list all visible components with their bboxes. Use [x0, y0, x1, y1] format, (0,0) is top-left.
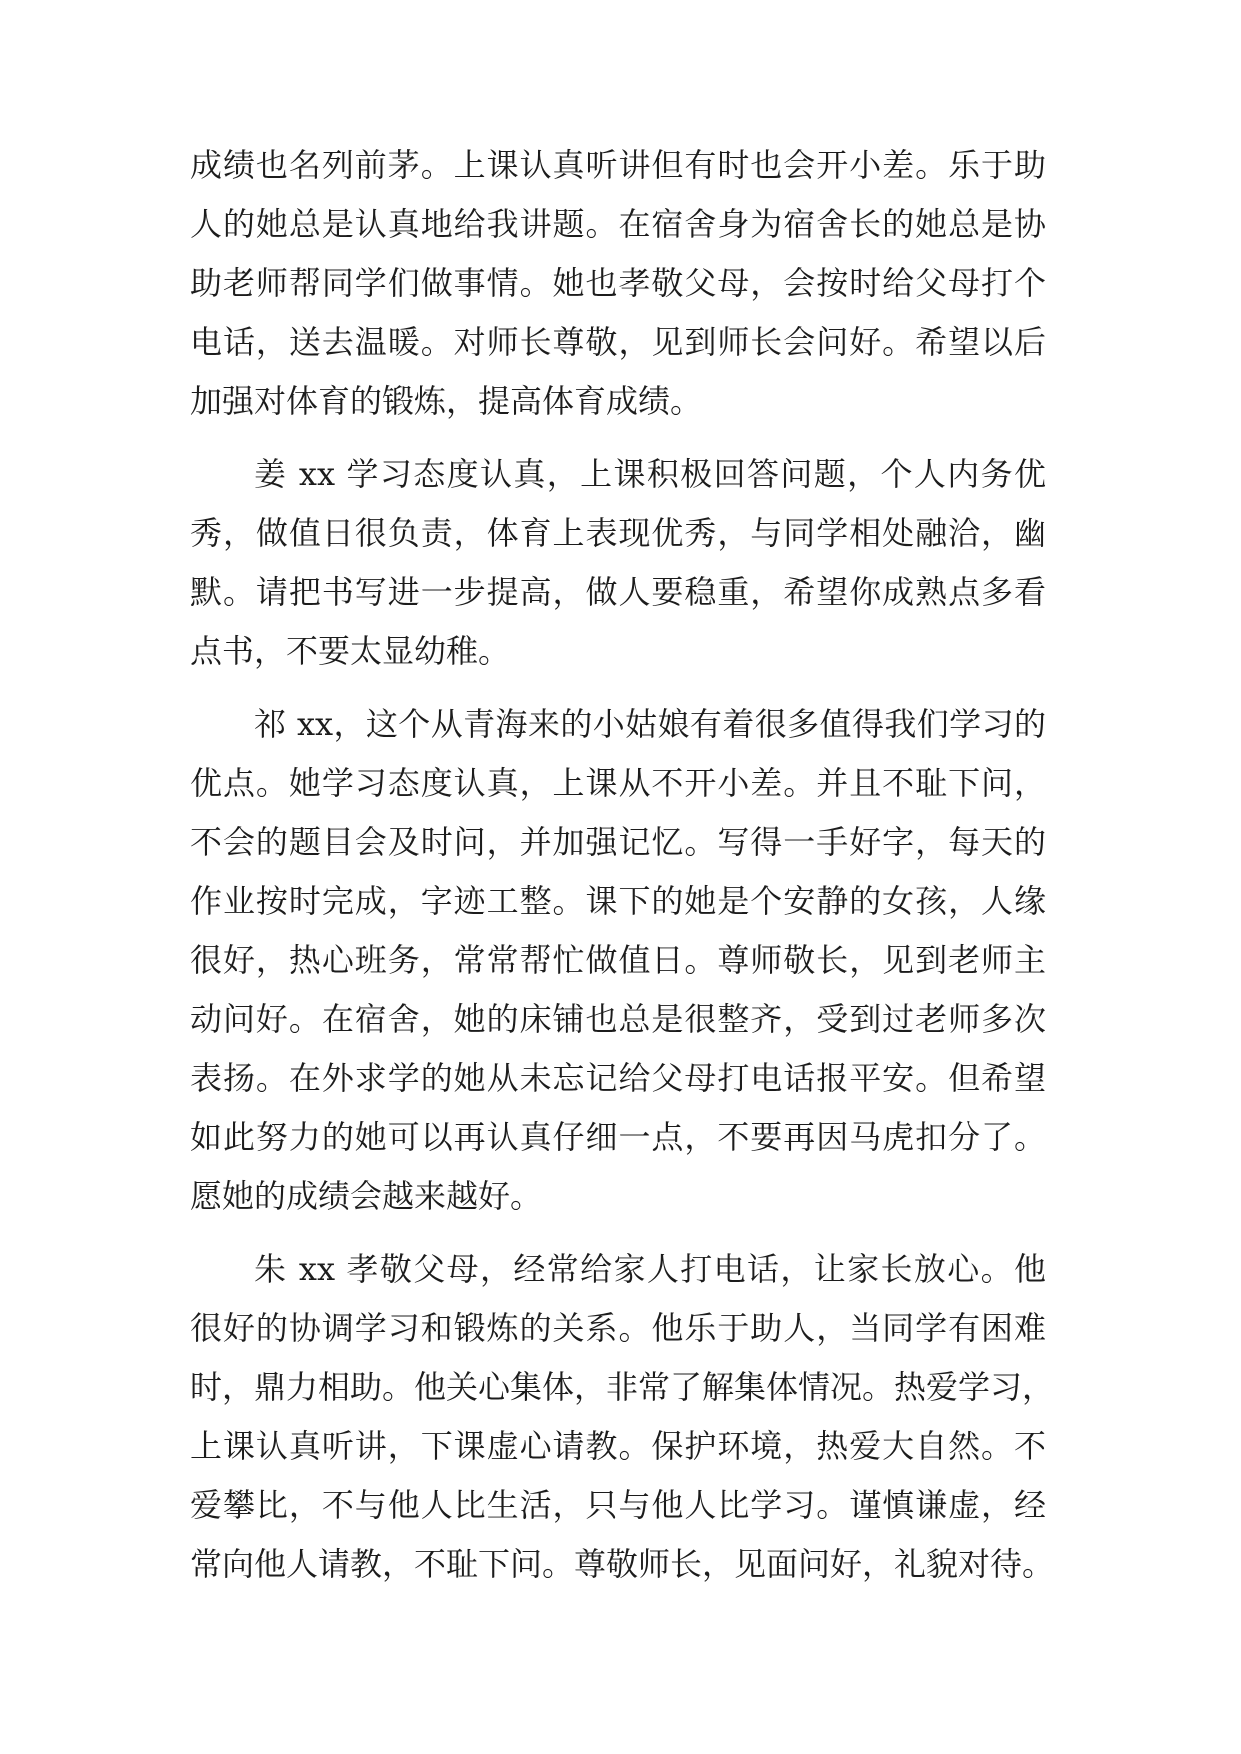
text-line: 如此努力的她可以再认真仔细一点，不要再因马虎扣分了。: [190, 1118, 1046, 1156]
text-line: 祁 xx，这个从青海来的小姑娘有着很多值得我们学习的: [254, 705, 1046, 743]
text-line: 秀，做值日很负责，体育上表现优秀，与同学相处融洽，幽: [190, 514, 1046, 552]
text-line: 常向他人请教，不耻下问。尊敬师长，见面问好，礼貌对待。: [190, 1545, 1055, 1583]
text-line: 很好的协调学习和锻炼的关系。他乐于助人，当同学有困难: [190, 1309, 1046, 1347]
text-line: 朱 xx 孝敬父母，经常给家人打电话，让家长放心。他: [254, 1250, 1046, 1288]
text-line: 优点。她学习态度认真，上课从不开小差。并且不耻下问，: [190, 764, 1046, 802]
text-line: 助老师帮同学们做事情。她也孝敬父母，会按时给父母打个: [190, 264, 1046, 302]
paragraph-2: [190, 445, 1046, 681]
text-line: 上课认真听讲，下课虚心请教。保护环境，热爱大自然。不: [190, 1427, 1046, 1465]
text-line: 表扬。在外求学的她从未忘记给父母打电话报平安。但希望: [190, 1059, 1046, 1097]
text-line: 动问好。在宿舍，她的床铺也总是很整齐，受到过老师多次: [190, 1000, 1046, 1038]
text-line: 点书，不要太显幼稚。: [190, 632, 511, 670]
text-line: 愿她的成绩会越来越好。: [190, 1177, 543, 1215]
text-line: 人的她总是认真地给我讲题。在宿舍身为宿舍长的她总是协: [190, 205, 1046, 243]
text-line: 姜 xx 学习态度认真，上课积极回答问题，个人内务优: [254, 455, 1046, 493]
paragraph-4: [190, 1240, 1055, 1594]
text-line: 爱攀比，不与他人比生活，只与他人比学习。谨慎谦虚，经: [190, 1486, 1046, 1524]
text-line: 很好，热心班务，常常帮忙做值日。尊师敬长，见到老师主: [190, 941, 1046, 979]
text-line: 电话，送去温暖。对师长尊敬，见到师长会问好。希望以后: [190, 323, 1046, 361]
document-body: [190, 136, 1055, 1594]
text-line: 作业按时完成，字迹工整。课下的她是个安静的女孩，人缘: [190, 882, 1046, 920]
text-line: 加强对体育的锻炼，提高体育成绩。: [190, 382, 703, 420]
paragraph-1: [190, 136, 1046, 431]
text-line: 默。请把书写进一步提高，做人要稳重，希望你成熟点多看: [190, 573, 1046, 611]
text-line: 时，鼎力相助。他关心集体，非常了解集体情况。热爱学习，: [190, 1368, 1055, 1406]
text-line: 成绩也名列前茅。上课认真听讲但有时也会开小差。乐于助: [190, 146, 1046, 184]
text-line: 不会的题目会及时问，并加强记忆。写得一手好字，每天的: [190, 823, 1046, 861]
paragraph-3: [190, 695, 1046, 1226]
